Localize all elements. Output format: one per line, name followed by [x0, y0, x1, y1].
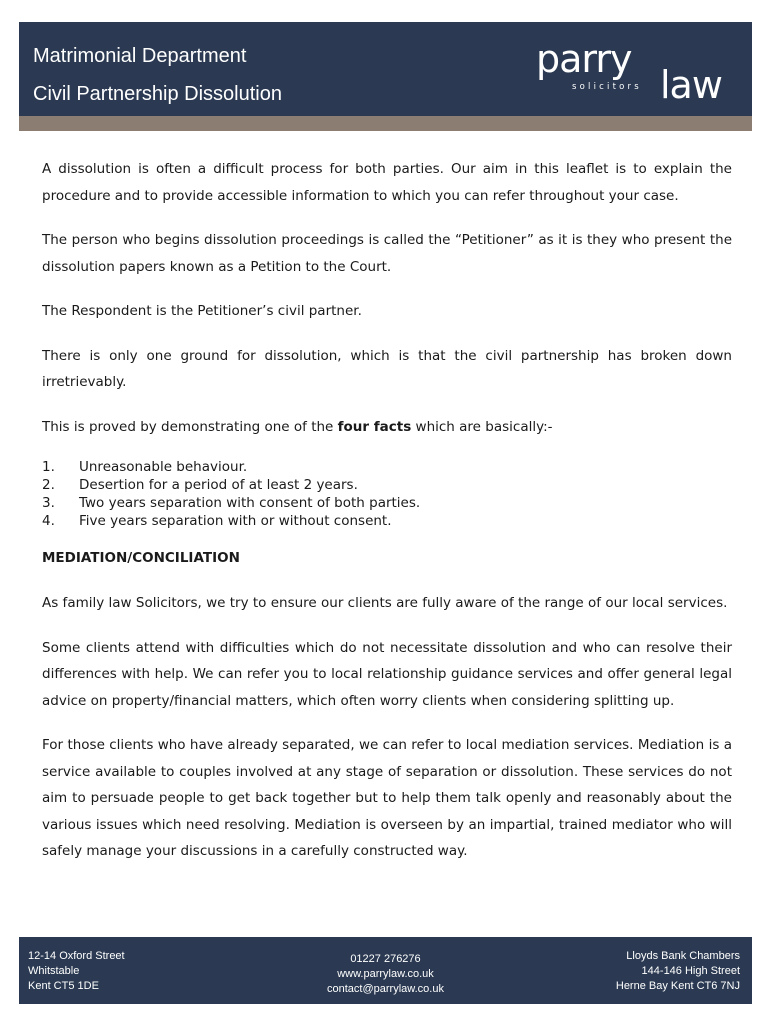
fact-number: 2. [42, 477, 55, 493]
header-accent-strip [19, 116, 752, 131]
header-banner [19, 22, 752, 116]
address-line: 12-14 Oxford Street [28, 950, 125, 962]
ground-paragraph: There is only one ground for dissolution, which is that the civil partnership has broken down irretrievably. [42, 347, 732, 390]
document-title: Civil Partnership Dissolution [33, 83, 282, 105]
section-heading: MEDIATION/CONCILIATION [42, 550, 240, 566]
phone-number: 01227 276276 [350, 953, 421, 965]
address-line: Whitstable [28, 965, 80, 977]
herne-bay-address [616, 949, 740, 994]
respondent-paragraph: The Respondent is the Petitioner’s civil partner. [42, 303, 362, 319]
list-item [42, 476, 732, 494]
mediation-paragraph: For those clients who have already separated, we can refer to local mediation services. Mediation is a service available to couples involved at any stage of separation or dissolution. These services do not aim to persuade people to get back together but to help them talk openly and reasonably about the various issues which need resolving. Mediation is overseen by an impartial, trained mediator who will safely manage your discussions in a carefully constructed way. [42, 737, 732, 859]
services-paragraph: As family law Solicitors, we try to ensure our clients are fully aware of the range of our local services. [42, 595, 728, 611]
fact-number: 4. [42, 513, 55, 529]
list-item [42, 494, 732, 512]
fact-text: Two years separation with consent of both parties. [79, 495, 421, 511]
four-facts-lead: This is proved by demonstrating one of the [42, 418, 338, 435]
fact-text: Five years separation with or without consent. [79, 513, 392, 529]
address-line: Lloyds Bank Chambers [626, 950, 740, 962]
list-item [42, 512, 732, 530]
four-facts-paragraph [42, 414, 732, 441]
leaflet-body [42, 156, 732, 883]
department-title: Matrimonial Department [33, 45, 247, 67]
guidance-paragraph: Some clients attend with difficulties which do not necessitate dissolution and who can resolve their differences with help. We can refer you to local relationship guidance services and offer general legal advice on property/financial matters, which often worry clients when considering splitting up. [42, 639, 732, 709]
logo-word-law: law [660, 63, 722, 102]
four-facts-bold: four facts [337, 418, 412, 435]
website-link[interactable]: www.parrylaw.co.uk [337, 968, 434, 980]
fact-text: Unreasonable behaviour. [79, 459, 248, 475]
intro-paragraph: A dissolution is often a difficult process for both parties. Our aim in this leaflet is to explain the procedure and to provide accessible information to which you can refer throughout your case. [42, 161, 732, 204]
logo-word-parry: parry [536, 38, 632, 81]
address-line: 144-146 High Street [641, 965, 740, 977]
logo-tagline: solicitors [572, 82, 642, 92]
address-line: Herne Bay Kent CT6 7NJ [615, 980, 740, 992]
fact-number: 1. [42, 459, 55, 475]
parry-law-logo [534, 38, 734, 102]
address-line: Kent CT5 1DE [28, 980, 99, 992]
petitioner-paragraph: The person who begins dissolution proceedings is called the “Petitioner” as it is they who present the dissolution papers known as a Petition to the Court. [42, 232, 732, 275]
facts-list [42, 458, 732, 530]
footer-banner [19, 937, 752, 1004]
fact-text: Desertion for a period of at least 2 years. [79, 477, 358, 493]
email-link[interactable]: contact@parrylaw.co.uk [327, 983, 444, 995]
four-facts-tail: which are basically:- [411, 418, 553, 435]
fact-number: 3. [42, 495, 55, 511]
list-item [42, 458, 732, 476]
